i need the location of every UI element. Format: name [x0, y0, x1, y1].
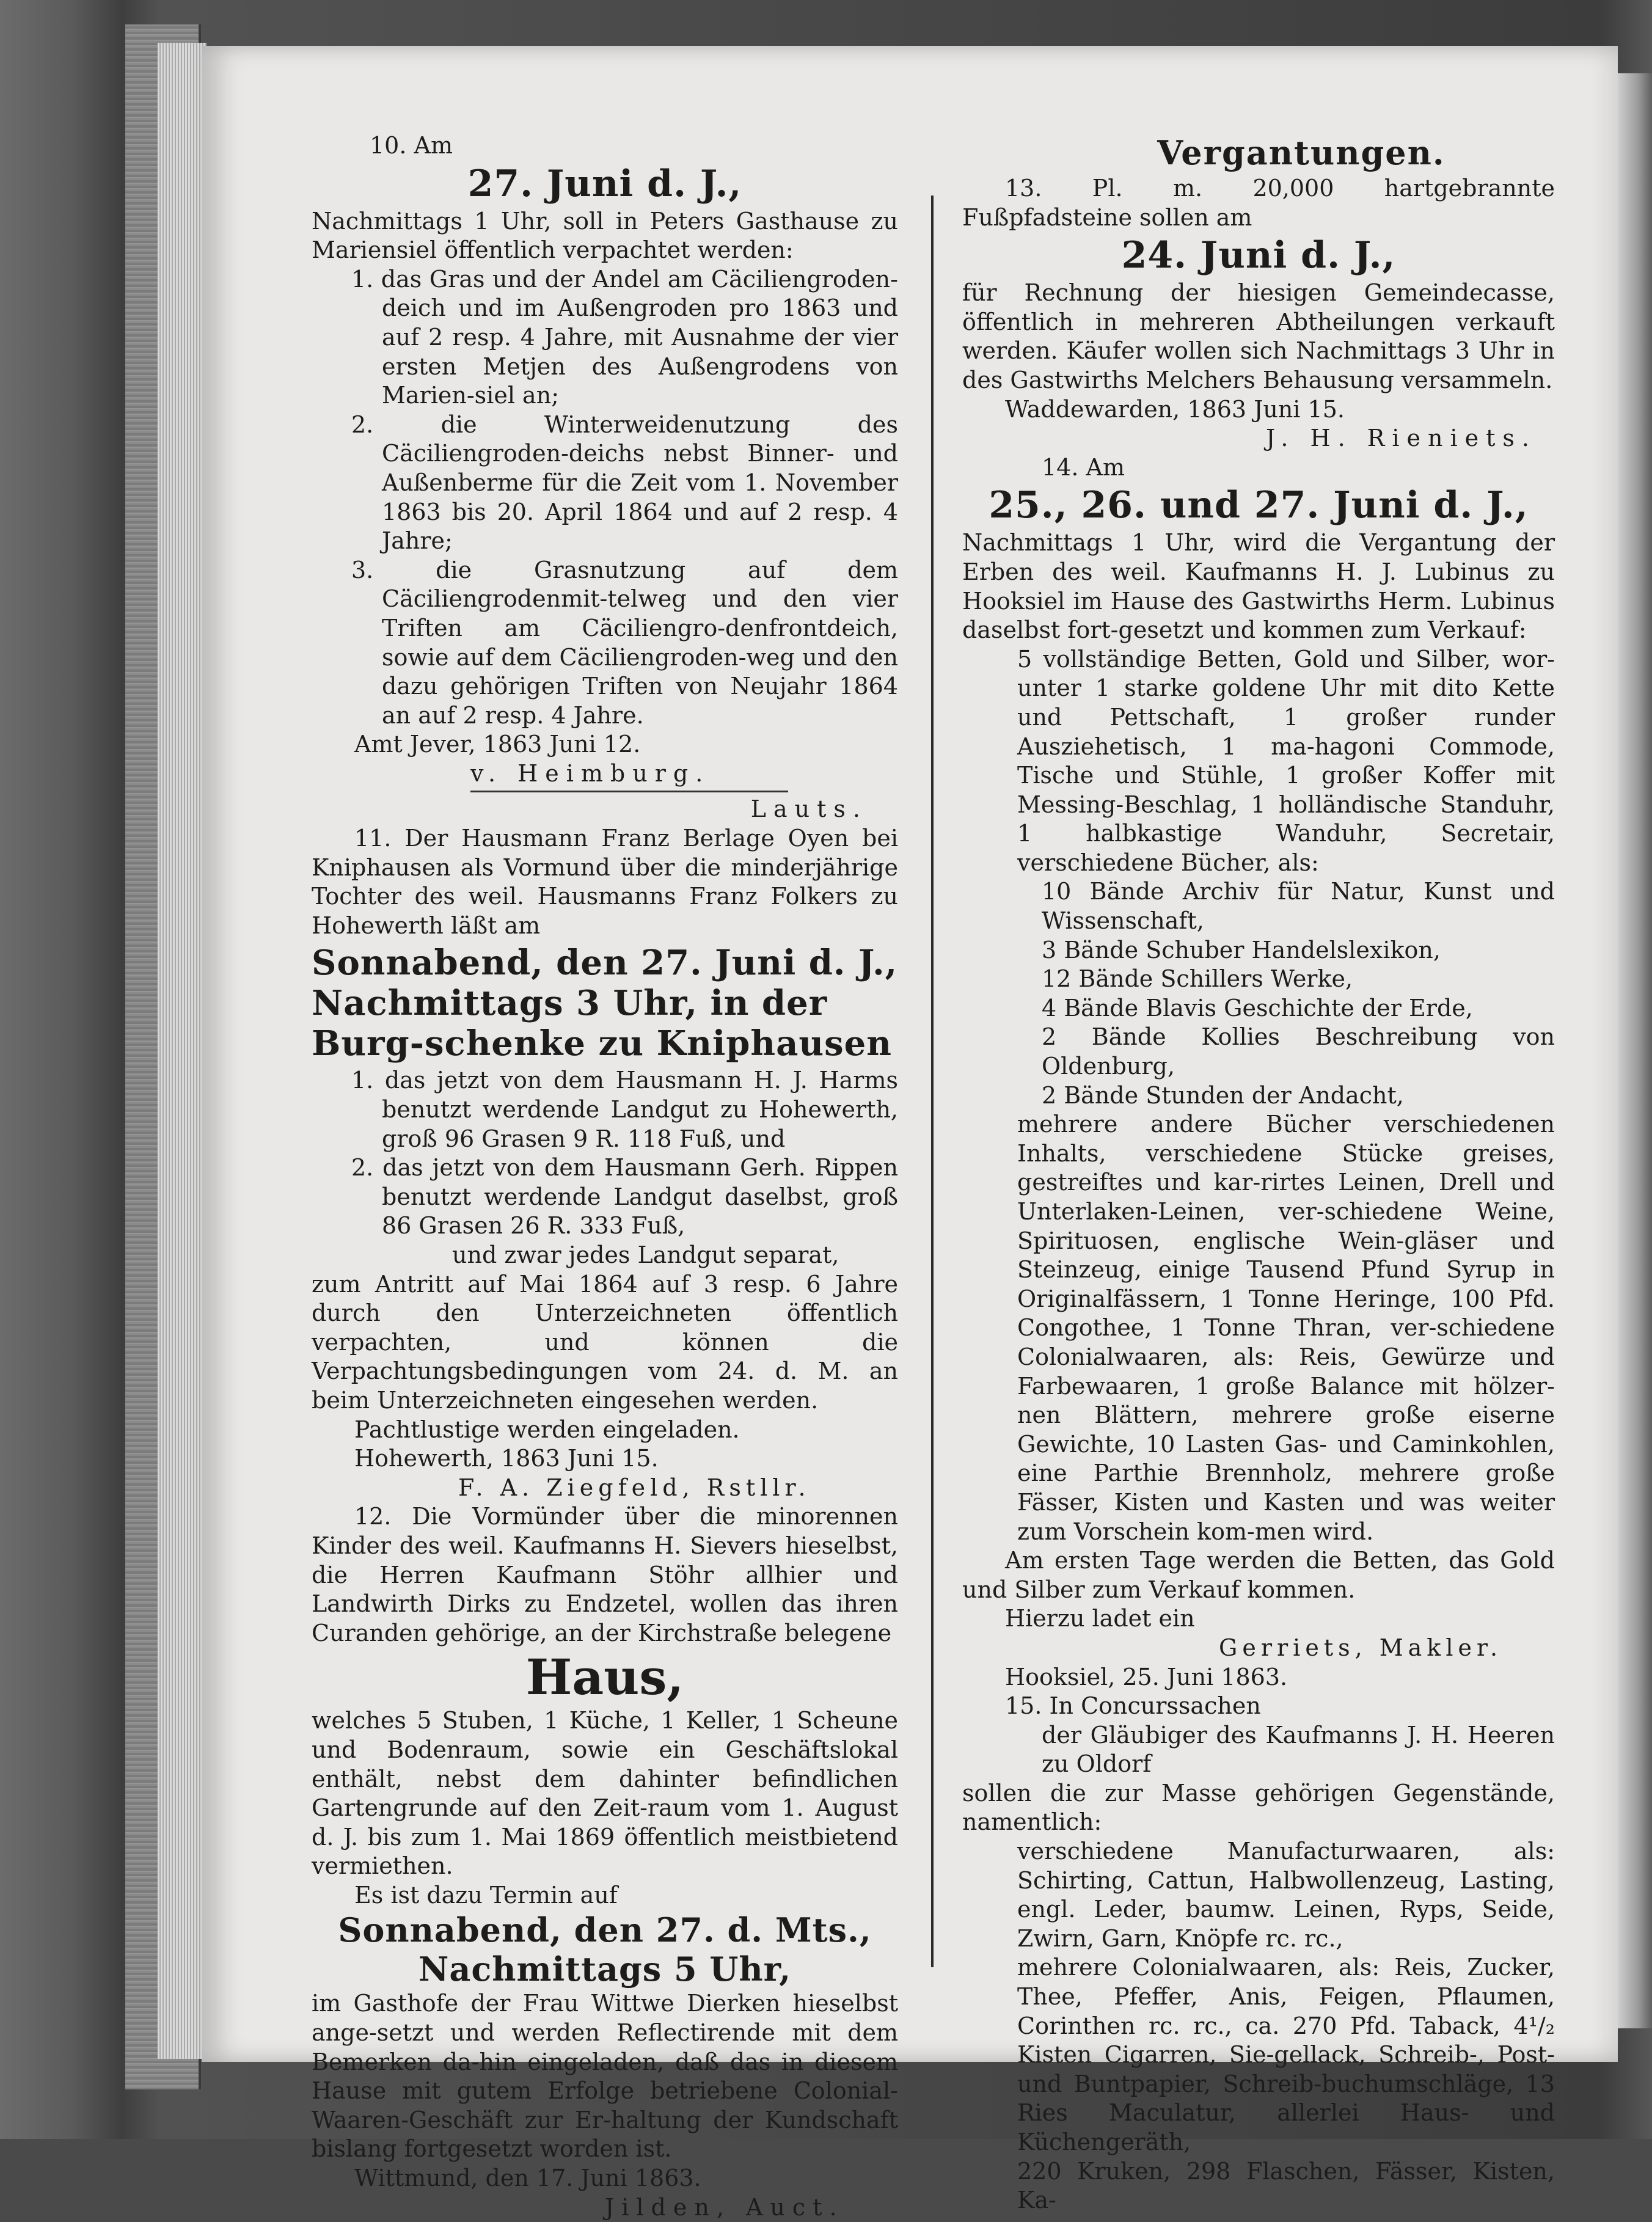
- notice-14-signature: Gerriets, Makler.: [1219, 1634, 1503, 1661]
- notice-12-time: Nachmittags 5 Uhr,: [418, 1950, 792, 1989]
- notice-10-signature-1: v. Heimburg.: [470, 759, 711, 787]
- notice-15-heading: 15. In Concurssachen: [1005, 1692, 1261, 1720]
- notice-11-item-2: 2. das jetzt von dem Hausmann Gerh. Rippen benutzt werdende Landgut daselbst, groß 86 Grasen 26 R. 333 Fuß,: [351, 1154, 898, 1240]
- notice-14-book-4: 4 Bände Blavis Geschichte der Erde,: [1042, 994, 1473, 1021]
- notice-14-list-1: 5 vollständige Betten, Gold und Silber, wor-unter 1 starke goldene Uhr mit dito Kette und Pettschaft, 1 großer runder Ausziehetisch, 1 ma-hagoni Commode, Tische und Stühle, 1 großer Koffer mit Messing-Beschlag, 1 holländische Standuhr, 1 halbkastige Wanduhr, Secretair, verschiedene Bücher, als:: [1017, 645, 1555, 876]
- notice-14-invite: Hierzu ladet ein: [1005, 1605, 1195, 1632]
- notice-12-intro: 12. Die Vormünder über die minorennen Kinder des weil. Kaufmanns H. Sievers hieselbst, die Herren Kaufmann Stöhr allhier und Landwirth Dirks zu Endzetel, wollen das ihren Curanden gehörige, an der Kirchstraße belegene: [312, 1503, 898, 1646]
- notice-12-body-2: im Gasthofe der Frau Wittwe Dierken hieselbst ange-setzt und werden Reflectirende mit dem Bemerken da-hin eingeladen, daß das in diesem Hause mit gutem Erfolge betriebene Colonial-Waaren-Geschäft zur Er-haltung der Kundschaft bislang fortgesetzt worden ist.: [312, 1990, 898, 2163]
- notice-15-sub: der Gläubiger des Kaufmanns J. H. Heeren zu Oldorf: [1042, 1721, 1555, 1778]
- notice-10-item-2: 2. die Winterweidenutzung des Cäciliengroden-deichs nebst Binner- und Außenberme für die Zeit vom 1. November 1863 bis 20. April 1864 und auf 2 resp. 4 Jahre;: [351, 411, 898, 555]
- notice-11-body: zum Antritt auf Mai 1864 auf 3 resp. 6 Jahre durch den Unterzeichneten öffentlich verpachten, und können die Verpachtungsbedingungen vom 24. d. M. an beim Unterzeichneten eingesehen werden.: [312, 1270, 898, 1414]
- notice-13-signature: J. H. Rieniets.: [1266, 425, 1537, 452]
- notice-14-book-5: 2 Bände Kollies Beschreibung von Oldenburg,: [1042, 1023, 1555, 1080]
- notice-10-item-1: 1. das Gras und der Andel am Cäciliengroden-deich und im Außengroden pro 1863 und auf 2 resp. 4 Jahre, mit Ausnahme der vier ersten Metjen des Außengrodens von Marien-siel an;: [351, 265, 898, 409]
- notice-11-item-1: 1. das jetzt von dem Hausmann H. J. Harms benutzt werdende Landgut zu Hohewerth, groß 96 Grasen 9 R. 118 Fuß, und: [351, 1067, 898, 1152]
- notice-14-book-6: 2 Bände Stunden der Andacht,: [1042, 1081, 1404, 1109]
- notice-15-list-3: 220 Kruken, 298 Flaschen, Fässer, Kisten, Ka-: [1017, 2157, 1555, 2214]
- notice-11-invite: Pachtlustige werden eingeladen.: [354, 1416, 740, 1443]
- notice-14-date: 25., 26. und 27. Juni d. J.,: [989, 484, 1529, 527]
- notice-11-intro: 11. Der Hausmann Franz Berlage Oyen bei Kniphausen als Vormund über die minderjährige Tochter des weil. Hausmanns Franz Folkers zu Hohewerth läßt am: [312, 825, 898, 939]
- notice-13-place-date: Waddewarden, 1863 Juni 15.: [1005, 395, 1345, 423]
- notice-10-place-date: Amt Jever, 1863 Juni 12.: [354, 731, 641, 758]
- signature-rule: [470, 791, 788, 792]
- notice-11-place-date: Hohewerth, 1863 Juni 15.: [354, 1445, 659, 1472]
- notice-14-book-3: 12 Bände Schillers Werke,: [1042, 965, 1353, 993]
- notice-13-intro: 13. Pl. m. 20,000 hartgebrannte Fußpfadsteine sollen am: [962, 175, 1555, 231]
- notice-15-list-2: mehrere Colonialwaaren, als: Reis, Zucker, Thee, Pfeffer, Anis, Feigen, Pflaumen, Corinthen rc. rc., ca. 270 Pfd. Taback, 4¹/₂ Kisten Cigarren, Sie-gellack, Schreib-, Post- und Buntpapier, Schreib-buchumschläge, 13 Ries Maculatur, allerlei Haus- und Küchengeräth,: [1017, 1954, 1555, 2155]
- notice-14-body: Nachmittags 1 Uhr, wird die Vergantung der Erben des weil. Kaufmanns H. J. Lubinus zu Hooksiel im Hause des Gastwirths Herm. Lubinus daselbst fort-gesetzt und kommen zum Verkauf:: [962, 529, 1555, 644]
- notice-12-body: welches 5 Stuben, 1 Küche, 1 Keller, 1 Scheune und Bodenraum, sowie ein Geschäftslokal enthält, nebst dem dahinter befindlichen Gartengrunde auf den Zeit-raum vom 1. August d. J. bis zum 1. Mai 1869 öffentlich meistbietend vermiethen.: [312, 1707, 898, 1880]
- notice-10-intro: Nachmittags 1 Uhr, soll in Peters Gasthause zu Mariensiel öffentlich verpachtet werden:: [312, 207, 898, 264]
- right-column: [962, 131, 1555, 2215]
- notice-12-haus: Haus,: [525, 1648, 684, 1706]
- notice-10-date: 27. Juni d. J.,: [467, 162, 742, 205]
- left-column: [312, 131, 898, 2222]
- section-heading: Vergantungen.: [1157, 133, 1446, 172]
- notice-10-signature-2: Lauts.: [750, 795, 868, 823]
- notice-13-date: 24. Juni d. J.,: [1121, 234, 1396, 277]
- notice-13-body: für Rechnung der hiesigen Gemeindecasse, öffentlich in mehreren Abtheilungen verkauft werden. Käufer wollen sich Nachmittags 3 Uhr in des Gastwirths Melchers Behausung versammeln.: [962, 279, 1555, 393]
- notice-14-book-1: 10 Bände Archiv für Natur, Kunst und Wissenschaft,: [1042, 878, 1555, 935]
- notice-14-list-2: mehrere andere Bücher verschiedenen Inhalts, verschiedene Stücke greises, gestreiftes und kar-rirtes Leinen, Drell und Unterlaken-Leinen, ver-schiedene Weine, Spirituosen, englische Wein-gläser und Steinzeug, einige Tausend Pfund Syrup in Originalfässern, 1 Tonne Heringe, 100 Pfd. Congothee, 1 Tonne Thran, ver-schiedene Colonialwaaren, als: Reis, Gewürze und Farbewaaren, 1 große Balance mit hölzer-nen Blättern, mehrere große eiserne Gewichte, 10 Lasten Gas- und Caminkohlen, eine Parthie Brennholz, mehrere große Fässer, Kisten und Kasten und was weiter zum Vorschein kom-men wird.: [1017, 1111, 1555, 1545]
- notice-15-list-1: verschiedene Manufacturwaaren, als: Schirting, Cattun, Halbwollenzeug, Lasting, engl. Leder, baumw. Leinen, Ryps, Seide, Zwirn, Garn, Knöpfe rc. rc.,: [1017, 1838, 1555, 1952]
- notice-12-date: Sonnabend, den 27. d. Mts.,: [338, 1910, 872, 1950]
- notice-11-date-place: Sonnabend, den 27. Juni d. J., Nachmittags 3 Uhr, in der Burg-schenke zu Kniphausen: [312, 943, 898, 1064]
- notice-11-separat: und zwar jedes Landgut separat,: [452, 1241, 839, 1268]
- notice-12-place-date: Wittmund, den 17. Juni 1863.: [354, 2165, 701, 2192]
- column-divider: [931, 196, 934, 1967]
- notice-10-item-3: 3. die Grasnutzung auf dem Cäciliengrodenmit-telweg und den vier Triften am Cäciliengro-denfrontdeich, sowie auf dem Cäciliengroden-weg und den dazu gehörigen Triften von Neujahr 1864 an auf 2 resp. 4 Jahre.: [351, 556, 898, 729]
- notice-10-heading: 10. Am: [370, 132, 453, 159]
- notice-14-first-day: Am ersten Tage werden die Betten, das Gold und Silber zum Verkauf kommen.: [962, 1547, 1555, 1603]
- notice-12-signature: Jilden, Auct.: [605, 2193, 844, 2221]
- notice-14-heading: 14. Am: [1042, 453, 1125, 481]
- facing-page-edge: [1618, 73, 1652, 2028]
- notice-14-book-2: 3 Bände Schuber Handelslexikon,: [1042, 936, 1441, 963]
- notice-11-signature: F. A. Ziegfeld, Rstllr.: [458, 1474, 811, 1501]
- notice-14-place-date: Hooksiel, 25. Juni 1863.: [1005, 1663, 1288, 1690]
- page-stack-edge: [158, 43, 206, 2059]
- notice-12-termin: Es ist dazu Termin auf: [354, 1881, 618, 1909]
- notice-15-body: sollen die zur Masse gehörigen Gegenstände, namentlich:: [962, 1779, 1555, 1836]
